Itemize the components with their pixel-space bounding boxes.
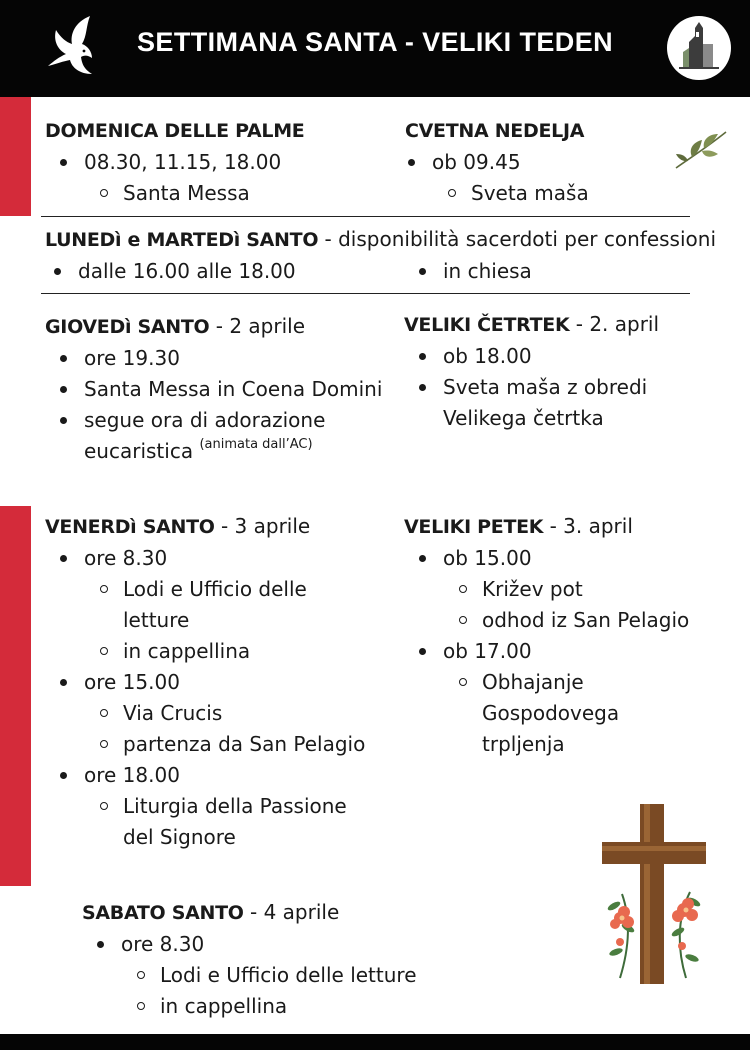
section-heading-suffix: - disponibilità sacerdoti per confessioni (318, 227, 716, 251)
list-item: Santa Messa in Coena Domini (45, 374, 385, 405)
section-heading-suffix: - 2. april (569, 312, 660, 336)
divider (41, 293, 690, 294)
section-heading-suffix: - 2 aprile (209, 314, 306, 338)
list-item: ore 18.00 Liturgia della Passione del Signore (45, 760, 375, 853)
list-subitem: Lodi e Ufficio delle letture (121, 960, 502, 991)
section-heading: VELIKI PETEK (404, 516, 544, 538)
list-subitem: in cappellina (121, 991, 502, 1022)
section-heading-suffix: - 4 aprile (243, 900, 340, 924)
section-heading: DOMENICA DELLE PALME (45, 120, 305, 142)
list-subitem: Santa Messa (84, 178, 385, 209)
palm-sunday-it (45, 116, 385, 209)
olive-branch-icon (672, 128, 730, 170)
list-item: ob 18.00 (404, 341, 704, 372)
list-subitem: in cappellina (84, 636, 375, 667)
section-heading-suffix: - 3 aprile (214, 514, 311, 538)
list-subitem: Križev pot (443, 574, 744, 605)
list-item: dalle 16.00 alle 18.00 (39, 256, 296, 287)
list-item: 08.30, 11.15, 18.00 Santa Messa (45, 147, 385, 209)
list-item: ob 15.00 Križev pot odhod iz San Pelagio (404, 543, 744, 636)
list-subitem: Obhajanje Gospodovega trpljenja (443, 667, 643, 760)
section-heading: CVETNA NEDELJA (405, 120, 585, 142)
cross-with-flowers-icon (598, 802, 710, 986)
thursday-sl (404, 309, 704, 434)
monday-tuesday-section (45, 224, 745, 287)
section-heading: SABATO SANTO (82, 902, 244, 924)
parish-logo (665, 14, 733, 82)
footer-bar (0, 1034, 750, 1050)
saturday-section (82, 897, 502, 1022)
palm-sunday-sl (405, 116, 665, 209)
list-item: ore 19.30 (45, 343, 385, 374)
section-heading: GIOVEDì SANTO (45, 316, 210, 338)
list-item: ob 17.00 Obhajanje Gospodovega trpljenja (404, 636, 744, 760)
list-item: Sveta maša z obredi Velikega četrtka (404, 372, 704, 434)
list-subitem: Sveta maša (432, 178, 665, 209)
accent-bar-friday (0, 506, 31, 886)
footnote: (animata dall’AC) (199, 437, 313, 452)
thursday-it (45, 311, 385, 467)
page-title: SETTIMANA SANTA - VELIKI TEDEN (137, 27, 613, 57)
section-heading-suffix: - 3. april (543, 514, 633, 538)
friday-it (45, 511, 375, 853)
list-item: in chiesa (404, 256, 532, 287)
list-subitem: Via Crucis (84, 698, 375, 729)
list-item: ore 8.30 Lodi e Ufficio delle letture in cappellina (82, 929, 502, 1022)
list-item: ob 09.45 Sveta maša (393, 147, 665, 209)
list-subitem: odhod iz San Pelagio (443, 605, 744, 636)
list-item: segue ora di adorazione eucaristica $^{(animata dall’AC)}$ (45, 405, 385, 467)
accent-bar-top (0, 97, 31, 216)
list-item: ore 8.30 Lodi e Ufficio delle letture in cappellina (45, 543, 375, 667)
divider (41, 216, 690, 217)
section-heading: VELIKI ČETRTEK (404, 314, 570, 336)
section-heading: LUNEDì e MARTEDì SANTO (45, 229, 319, 251)
section-heading: VENERDì SANTO (45, 516, 215, 538)
header-banner (0, 0, 750, 97)
list-subitem: partenza da San Pelagio (84, 729, 375, 760)
list-subitem: Liturgia della Passione del Signore (84, 791, 375, 853)
list-subitem: Lodi e Ufficio delle letture (84, 574, 375, 636)
list-item: ore 15.00 Via Crucis partenza da San Pelagio (45, 667, 375, 760)
friday-sl (404, 511, 744, 760)
